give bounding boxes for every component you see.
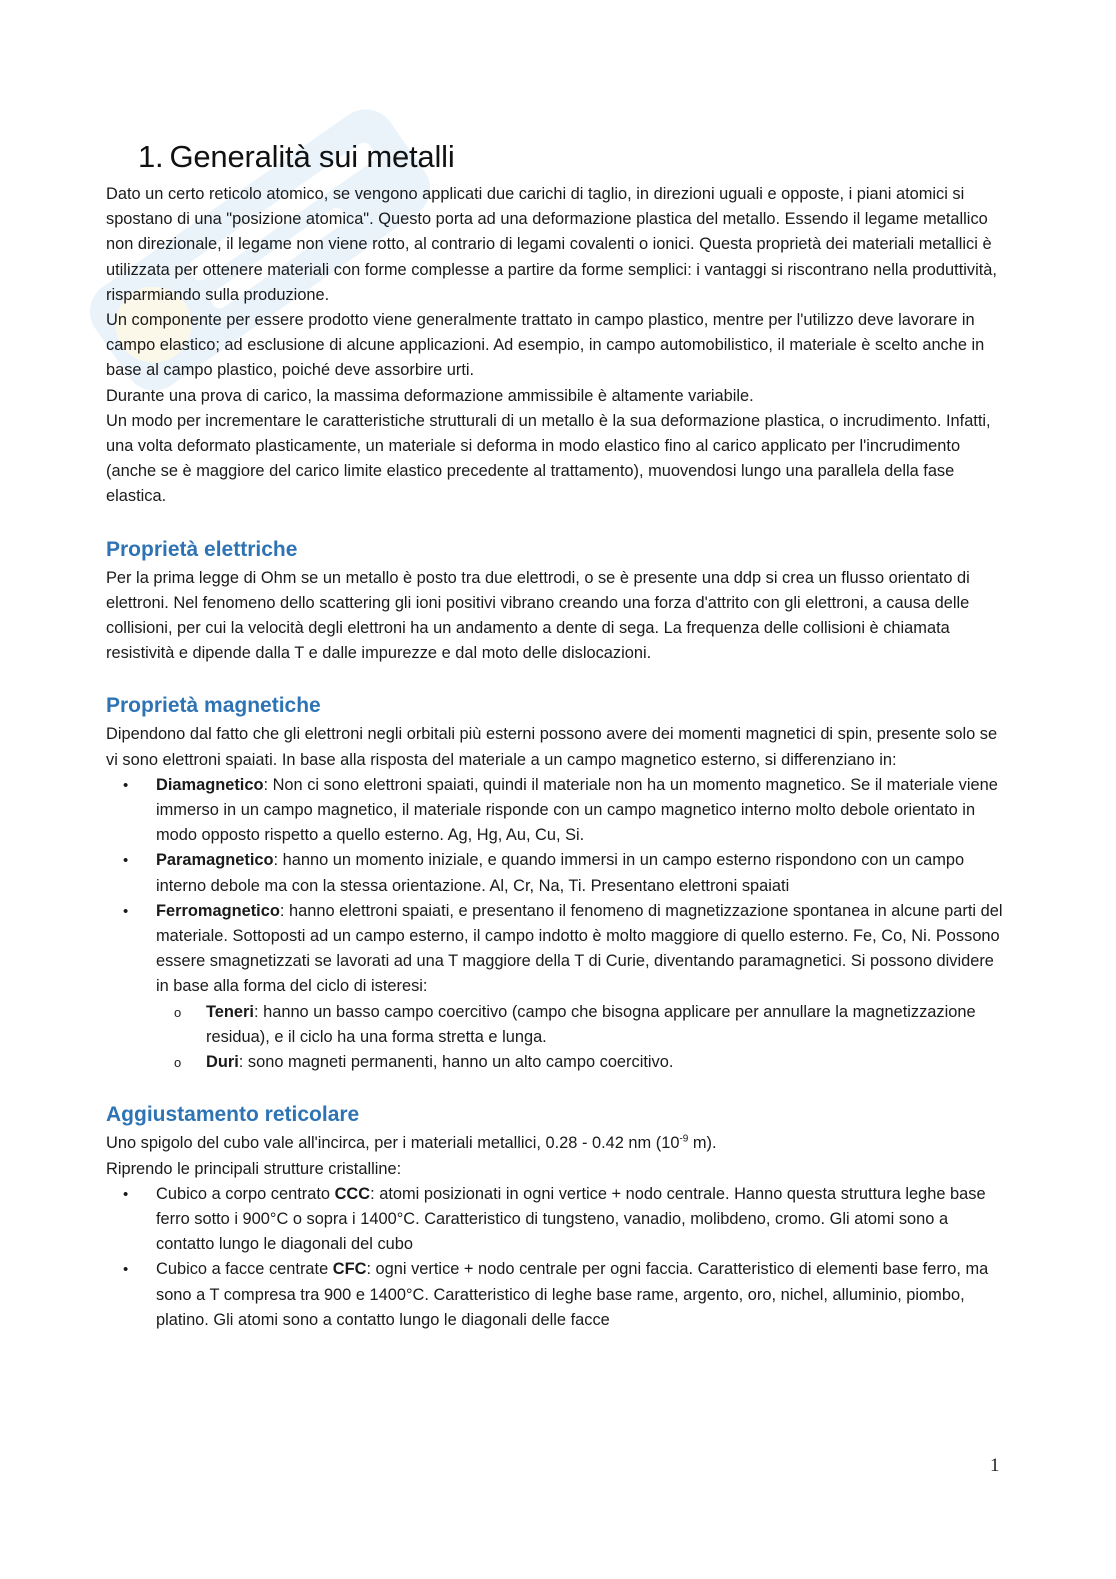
- document-page: [106, 138, 1006, 1333]
- list-item-paramagnetic: [156, 848, 1006, 898]
- page-number: 1: [990, 1455, 1000, 1476]
- magnetic-paragraph: Dipendono dal fatto che gli elettroni negli orbitali più esterni possono avere dei momenti magnetici di spin, presente solo se vi sono elettroni spaiati. In base alla risposta del materiale a un campo magnetico esterno, si differenziano in:: [106, 725, 998, 769]
- magnetic-list: [106, 773, 1006, 1075]
- cfc-prefix: Cubico a facce centrate: [156, 1260, 333, 1279]
- list-item-ferromagnetic: [156, 899, 1006, 1075]
- intro-paragraph-1: Dato un certo reticolo atomico, se vengono applicati due carichi di taglio, in direzioni uguali e opposte, i piani atomici si spostano di una "posizione atomica". Questo porta ad una deformazione plastica del metallo. Essendo il legame metallico non direzionale, il legame non viene rotto, al contrario di legami covalenti o ionici. Questa proprietà dei materiali metallici è utilizzata per ottenere materiali con forme complesse a partire da forme semplici: i vantaggi si riscontrano nella produttività, risparmiando sulla produzione.: [106, 185, 997, 304]
- term-hard: Duri: [206, 1053, 239, 1072]
- term-ferromagnetic: Ferromagnetico: [156, 901, 280, 920]
- list-item-soft: [206, 1000, 1006, 1050]
- intro-paragraph-2: Un componente per essere prodotto viene generalmente trattato in campo plastico, mentre per l'utilizzo deve lavorare in campo elastico; ad esclusione di alcune applicazioni. Ad esempio, in campo automobilistico, il materiale è scelto anche in base al campo plastico, poiché deve assorbire urti.: [106, 311, 985, 380]
- definition-soft: : hanno un basso campo coercitivo (campo che bisogna applicare per annullare la magnetizzazione residua), e il ciclo ha una forma stretta e lunga.: [206, 1002, 976, 1046]
- electric-paragraph: Per la prima legge di Ohm se un metallo è posto tra due elettrodi, o se è presente una ddp si crea un flusso orientato di elettroni. Nel fenomeno dello scattering gli ioni positivi vibrano creando una forza d'attrito con gli elettroni, a causa delle collisioni, per cui la velocità degli elettroni ha un andamento a dente di sega. La frequenza delle collisioni è chiamata resistività e dipende dalla T e dalle impurezze e dal moto delle dislocazioni.: [106, 568, 970, 663]
- definition-hard: : sono magneti permanenti, hanno un alto campo coercitivo.: [238, 1053, 674, 1072]
- term-ccc: CCC: [334, 1184, 371, 1203]
- ccc-prefix: Cubico a corpo centrato: [156, 1184, 335, 1203]
- lattice-text-b: m).: [688, 1134, 717, 1153]
- term-diamagnetic: Diamagnetico: [156, 775, 264, 794]
- intro-paragraph-3: Durante una prova di carico, la massima deformazione ammissibile è altamente variabile.: [106, 386, 754, 405]
- definition-ccc: : atomi posizionati in ogni vertice + nodo centrale. Hanno questa struttura leghe base ferro sotto i 900°C o sopra i 1400°C. Caratteristico di tungsteno, vanadio, molibdeno, cromo. Gli atomi sono a contatto lungo le diagonali del cubo: [156, 1184, 986, 1254]
- term-paramagnetic: Paramagnetico: [156, 851, 274, 870]
- definition-ferromagnetic: : hanno elettroni spaiati, e presentano il fenomeno di magnetizzazione spontanea in alcune parti del materiale. Sottoposti ad un campo esterno, il campo indotto è molto maggiore di quello esterno. Fe, Co, Ni. Possono essere smagnetizzati se lavorati ad una T maggiore della T di Curie, diventando paramagnetici. Si possono dividere in base alla forma del ciclo di isteresi:: [156, 901, 1003, 996]
- title-number: 1.: [138, 139, 164, 174]
- term-soft: Teneri: [206, 1002, 254, 1021]
- exponent: -9: [679, 1133, 689, 1145]
- definition-paramagnetic: : hanno un momento iniziale, e quando immersi in un campo esterno rispondono con un campo interno debole ma con la stessa orientazione. Al, Cr, Na, Ti. Presentano elettroni spaiati: [156, 851, 965, 895]
- list-item-ccc: [156, 1182, 1006, 1258]
- definition-cfc: : ogni vertice + nodo centrale per ogni faccia. Caratteristico di elementi base ferro, ma sono a T compresa tra 900 e 1400°C. Caratteristico di leghe base rame, argento, oro, nichel, alluminio, piombo, platino. Gli atomi sono a contatto lungo le diagonali delle facce: [156, 1260, 989, 1329]
- heading-magnetic-properties: Proprietà magnetiche: [106, 694, 321, 718]
- definition-diamagnetic: : Non ci sono elettroni spaiati, quindi il materiale non ha un momento magnetico. Se il materiale viene immerso in un campo magnetico, il materiale risponde con un campo magnetico interno molto debole orientato in modo opposto rispetto a quello esterno. Ag, Hg, Au, Cu, Si.: [156, 775, 998, 845]
- heading-lattice-adjustment: Aggiustamento reticolare: [106, 1103, 360, 1127]
- term-cfc: CFC: [332, 1260, 367, 1279]
- lattice-list: [106, 1182, 1006, 1333]
- page-title: [138, 138, 1006, 176]
- lattice-paragraph-2: Riprendo le principali strutture cristalline:: [106, 1159, 402, 1178]
- list-item-hard: [206, 1050, 1006, 1075]
- heading-electric-properties: Proprietà elettriche: [106, 537, 298, 561]
- intro-paragraph-4: Un modo per incrementare le caratteristiche strutturali di un metallo è la sua deformazione plastica, o incrudimento. Infatti, una volta deformato plasticamente, un materiale si deforma in modo elastico fino al carico applicato per l'incrudimento (anche se è maggiore del carico limite elastico precedente al trattamento), muovendosi lungo una parallela della fase elastica.: [106, 411, 991, 506]
- list-item-diamagnetic: [156, 773, 1006, 849]
- title-text: Generalità sui metalli: [169, 139, 455, 174]
- list-item-cfc: [156, 1257, 1006, 1333]
- lattice-paragraph-1: [106, 1131, 1006, 1156]
- ferromagnetic-sublist: [156, 1000, 1006, 1076]
- lattice-text-a: Uno spigolo del cubo vale all'incirca, per i materiali metallici, 0.28 - 0.42 nm (10: [106, 1134, 680, 1153]
